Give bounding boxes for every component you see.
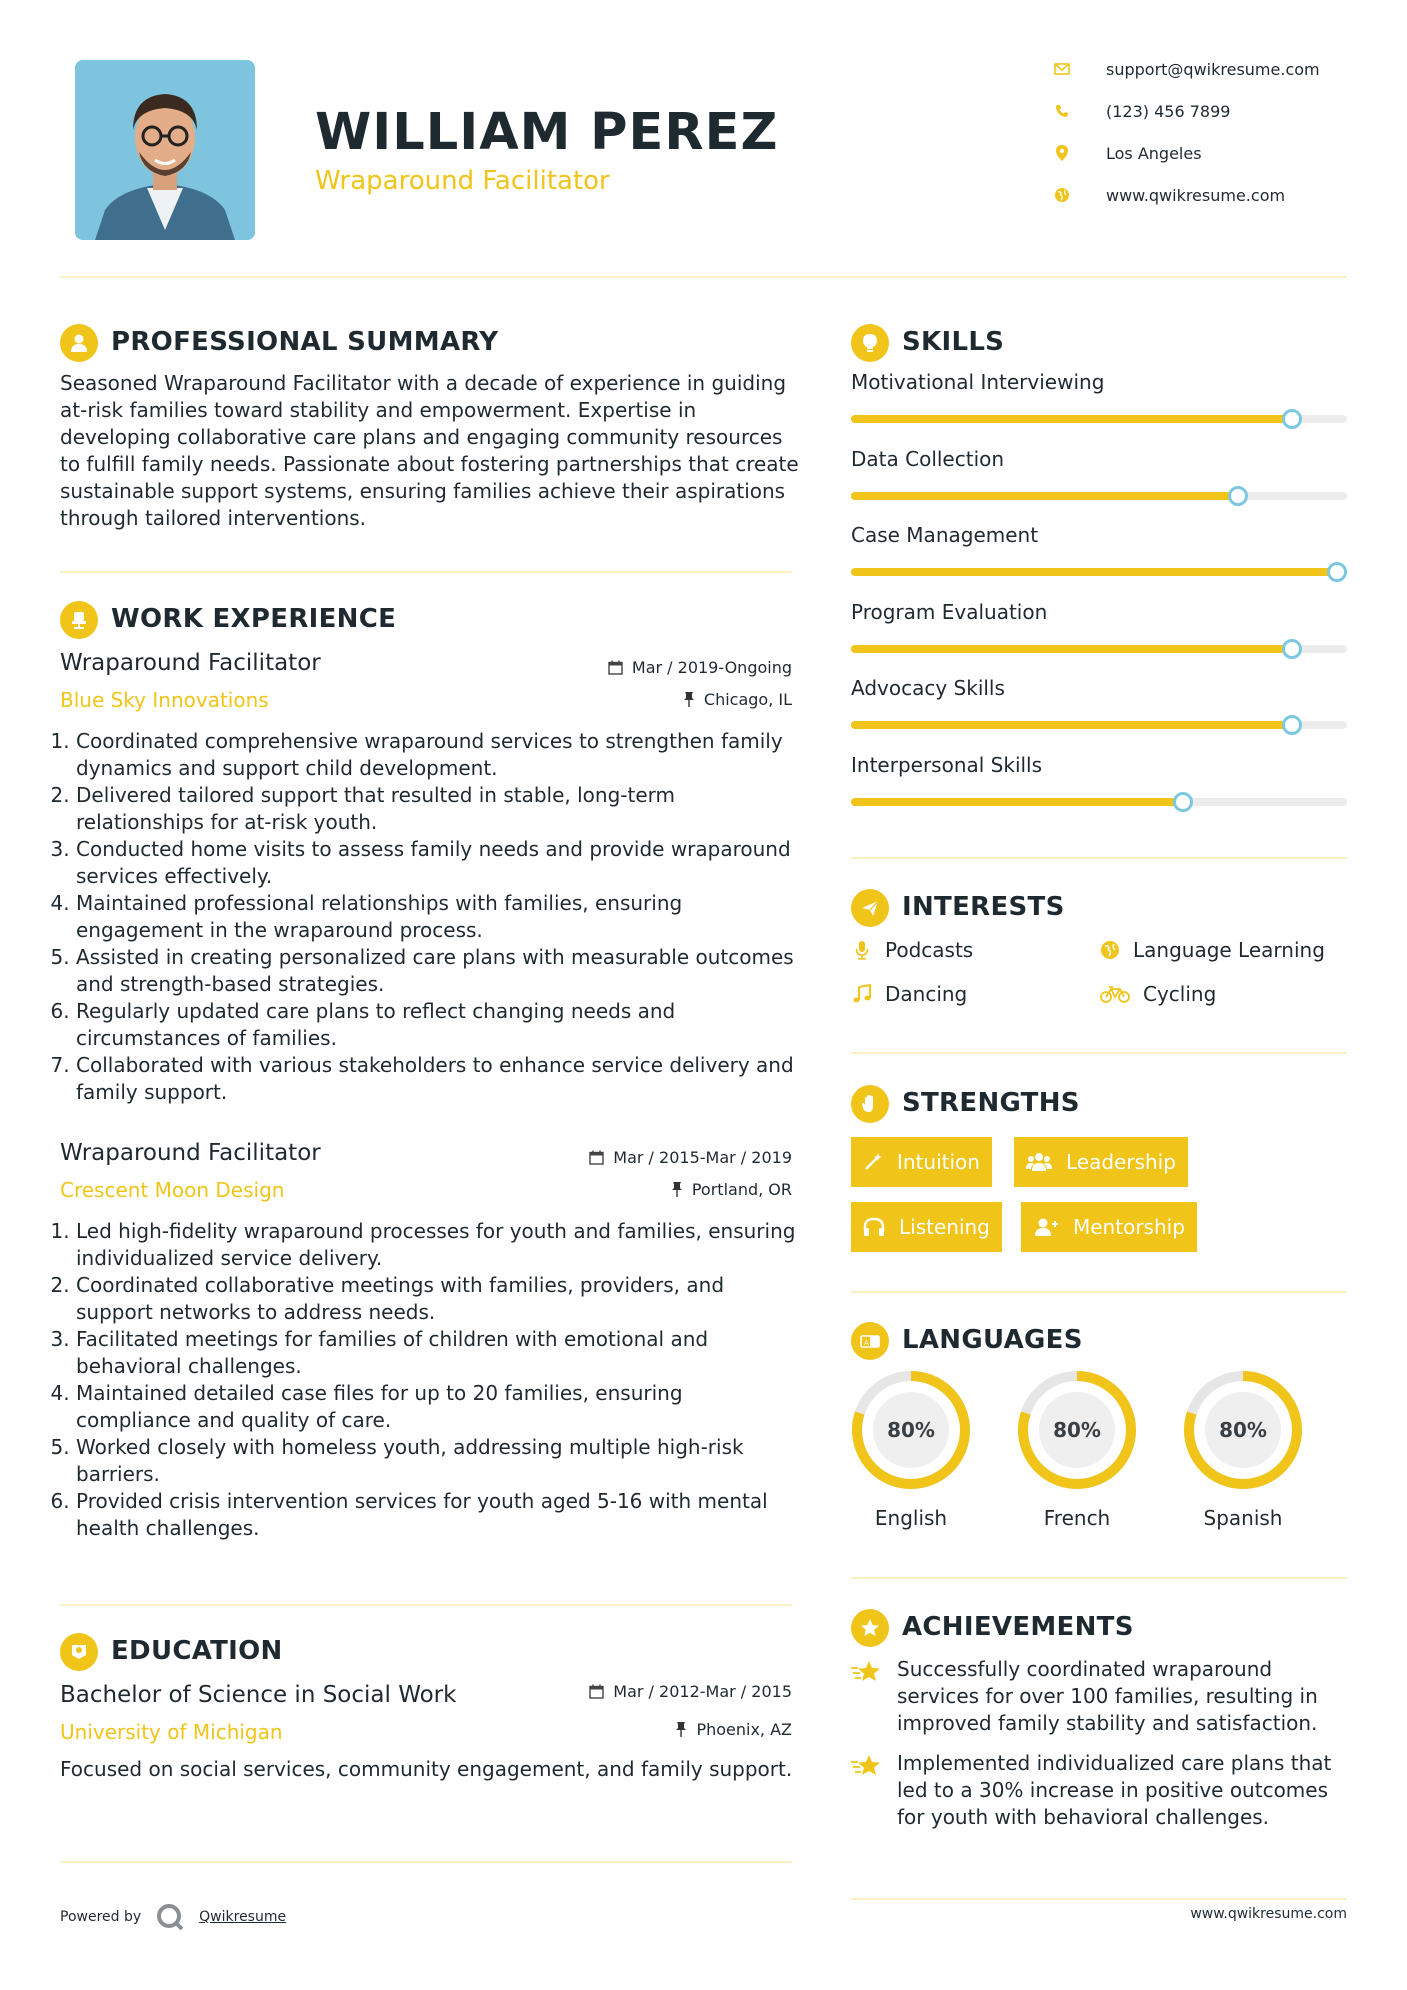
hand-icon (851, 1085, 889, 1123)
qwikresume-link[interactable]: Qwikresume (199, 1909, 287, 1925)
contact-website[interactable]: www.qwikresume.com (1053, 184, 1285, 206)
education-degree: Bachelor of Science in Social Work (60, 1682, 457, 1708)
education-school: University of Michigan (60, 1720, 283, 1744)
language-item (1017, 1370, 1137, 1540)
skill-bar-fill (851, 415, 1292, 423)
chair-icon (60, 601, 98, 639)
skill-bar-track (851, 798, 1347, 806)
skill-item (851, 753, 1347, 813)
skill-bar-fill (851, 492, 1238, 500)
calendar-icon (589, 1684, 604, 1699)
education-heading: EDUCATION (111, 1636, 283, 1666)
language-label: French (1043, 1506, 1111, 1530)
skills-divider (851, 857, 1347, 859)
education-divider (60, 1861, 792, 1863)
header-divider (60, 276, 1347, 278)
skill-bar-knob (1327, 562, 1347, 582)
achievement-item-2: Implemented individualized care plans that led to a 30% increase in positive outcomes for youth with behavioral challenges. (851, 1750, 1347, 1831)
magic-wand-icon (863, 1152, 883, 1172)
contact-email[interactable]: support@qwikresume.com (1053, 58, 1320, 80)
summary-text: Seasoned Wraparound Facilitator with a decade of experience in guiding at-risk families toward stability and empowerment. Expertise in developing collaborative care plans and engaging community resources to fulfill family needs. Passionate about fostering partnerships that create sustainable support systems, ensuring families achieve their aspirations through tailored interventions. (60, 371, 799, 530)
language-percent: 80% (1219, 1418, 1267, 1442)
calendar-icon (589, 1150, 604, 1165)
skill-bar-track (851, 721, 1347, 729)
star-icon (851, 1656, 885, 1737)
candidate-name: WILLIAM PEREZ (315, 103, 779, 162)
strengths-heading: STRENGTHS (902, 1088, 1080, 1118)
skill-bar-knob (1282, 715, 1302, 735)
star-icon (851, 1750, 885, 1831)
candidate-title: Wraparound Facilitator (315, 166, 610, 196)
languages-list (851, 1370, 1347, 1540)
user-icon (60, 324, 98, 362)
experience-divider (60, 1604, 792, 1606)
language-card-icon (851, 1322, 889, 1360)
map-pin-icon (1053, 144, 1071, 162)
list-item: 6. Regularly updated care plans to reflect changing needs and circumstances of families. (76, 998, 802, 1052)
achievements-divider (851, 1898, 1347, 1900)
list-item: 2. Coordinated collaborative meetings with families, providers, and support networks to address needs. (76, 1272, 802, 1326)
language-ring (1017, 1370, 1137, 1490)
pushpin-icon (683, 692, 695, 707)
graduation-icon (60, 1633, 98, 1671)
list-item: 1. Coordinated comprehensive wraparound services to strengthen family dynamics and support child development. (76, 728, 802, 782)
list-item: 4. Maintained detailed case files for up to 20 families, ensuring compliance and quality of care. (76, 1380, 802, 1434)
job-2-title: Wraparound Facilitator (60, 1140, 321, 1166)
skill-label: Advocacy Skills (851, 676, 1005, 700)
languages-heading: LANGUAGES (902, 1325, 1083, 1355)
phone-icon (1053, 102, 1071, 120)
skill-bar-fill (851, 798, 1183, 806)
language-percent: 80% (887, 1418, 935, 1442)
interests-divider (851, 1052, 1347, 1054)
skill-item (851, 523, 1347, 583)
skill-bar-fill (851, 645, 1292, 653)
language-ring (851, 1370, 971, 1490)
summary-heading: PROFESSIONAL SUMMARY (111, 327, 499, 357)
paper-plane-icon (851, 889, 889, 927)
list-item: 3. Conducted home visits to assess family needs and provide wraparound services effectively. (76, 836, 802, 890)
skill-label: Data Collection (851, 446, 1005, 471)
strength-chip-intuition: Intuition (851, 1137, 992, 1187)
job-2-dates: Mar / 2015-Mar / 2019 (589, 1148, 792, 1167)
interest-dancing: Dancing (851, 982, 967, 1006)
skill-label: Motivational Interviewing (851, 370, 1105, 394)
footer-website-link[interactable]: www.qwikresume.com (1190, 1906, 1347, 1922)
skill-item (851, 447, 1347, 507)
list-item: 5. Worked closely with homeless youth, addressing multiple high-risk barriers. (76, 1434, 802, 1488)
svg-text:A: A (864, 1339, 869, 1347)
languages-divider (851, 1577, 1347, 1579)
job-1-location: Chicago, IL (683, 690, 792, 709)
skill-item (851, 676, 1347, 736)
users-icon (1026, 1152, 1052, 1172)
envelope-icon (1053, 60, 1071, 78)
education-dates: Mar / 2012-Mar / 2015 (589, 1682, 792, 1701)
calendar-icon (608, 660, 623, 675)
footer-powered-by: Powered by Qwikresume (60, 1902, 286, 1932)
bicycle-icon (1099, 983, 1131, 1005)
job-1-title: Wraparound Facilitator (60, 650, 321, 676)
skill-label: Program Evaluation (851, 599, 1048, 624)
skill-bar-fill (851, 721, 1292, 729)
pushpin-icon (675, 1722, 687, 1737)
skills-heading: SKILLS (902, 327, 1005, 357)
strength-chip-leadership: Leadership (1014, 1137, 1188, 1187)
job-1-company: Blue Sky Innovations (60, 688, 269, 712)
skill-item (851, 600, 1347, 660)
skill-bar-track (851, 568, 1347, 576)
pushpin-icon (671, 1182, 683, 1197)
interest-language-learning: Language Learning (1099, 938, 1325, 962)
language-label: Spanish (1203, 1506, 1283, 1530)
job-1-bullets (58, 728, 802, 1106)
qwikresume-logo-icon (155, 1902, 185, 1932)
education-description: Focused on social services, community engagement, and family support. (60, 1757, 793, 1781)
skill-bar-track (851, 645, 1347, 653)
list-item: 7. Collaborated with various stakeholders to enhance service delivery and family support. (76, 1052, 802, 1106)
skill-bar-knob (1282, 639, 1302, 659)
job-2-location: Portland, OR (671, 1180, 792, 1199)
skill-label: Interpersonal Skills (851, 752, 1043, 777)
skill-label: Case Management (851, 523, 1039, 547)
experience-heading: WORK EXPERIENCE (111, 604, 397, 634)
language-ring (1183, 1370, 1303, 1490)
skills-list (851, 370, 1347, 820)
list-item: 4. Maintained professional relationships with families, ensuring engagement in the wraparound process. (76, 890, 802, 944)
list-item: 5. Assisted in creating personalized care plans with measurable outcomes and strength-based strategies. (76, 944, 802, 998)
skill-bar-knob (1228, 486, 1248, 506)
strength-chip-listening: Listening (851, 1202, 1002, 1252)
job-2-bullets (58, 1218, 802, 1542)
list-item: 1. Led high-fidelity wraparound processes for youth and families, ensuring individualized service delivery. (76, 1218, 802, 1272)
interests-heading: INTERESTS (902, 892, 1065, 922)
star-badge-icon (851, 1609, 889, 1647)
skill-bar-track (851, 415, 1347, 423)
contact-phone[interactable]: (123) 456 7899 (1053, 100, 1230, 122)
list-item: 2. Delivered tailored support that resulted in stable, long-term relationships for at-risk youth. (76, 782, 802, 836)
list-item: 6. Provided crisis intervention services for youth aged 5-16 with mental health challenges. (76, 1488, 802, 1542)
skill-bar-track (851, 492, 1347, 500)
list-item: 3. Facilitated meetings for families of children with emotional and behavioral challenges. (76, 1326, 802, 1380)
job-2-company: Crescent Moon Design (60, 1178, 285, 1202)
skill-bar-knob (1282, 409, 1302, 429)
skill-bar-knob (1173, 792, 1193, 812)
job-1-dates: Mar / 2019-Ongoing (608, 658, 792, 677)
strength-chip-mentorship: Mentorship (1021, 1202, 1197, 1252)
interest-cycling: Cycling (1099, 982, 1216, 1006)
microphone-icon (851, 939, 873, 961)
globe-icon (1053, 186, 1071, 204)
skill-item (851, 370, 1347, 430)
music-note-icon (851, 983, 873, 1005)
language-percent: 80% (1053, 1418, 1101, 1442)
contact-location: Los Angeles (1053, 142, 1202, 164)
education-location: Phoenix, AZ (675, 1720, 792, 1739)
language-item (851, 1370, 971, 1540)
skill-bar-fill (851, 568, 1347, 576)
globe-icon (1099, 939, 1121, 961)
language-label: English (874, 1506, 948, 1530)
language-item (1183, 1370, 1303, 1540)
interest-podcasts: Podcasts (851, 938, 973, 962)
lightbulb-icon (851, 324, 889, 362)
strengths-divider (851, 1291, 1347, 1293)
profile-photo (75, 60, 255, 240)
headphones-icon (863, 1217, 885, 1237)
summary-divider (60, 571, 792, 573)
achievements-heading: ACHIEVEMENTS (902, 1612, 1134, 1642)
achievement-item-1: Successfully coordinated wraparound services for over 100 families, resulting in improved family stability and satisfaction. (851, 1656, 1347, 1737)
user-plus-icon (1033, 1217, 1059, 1237)
